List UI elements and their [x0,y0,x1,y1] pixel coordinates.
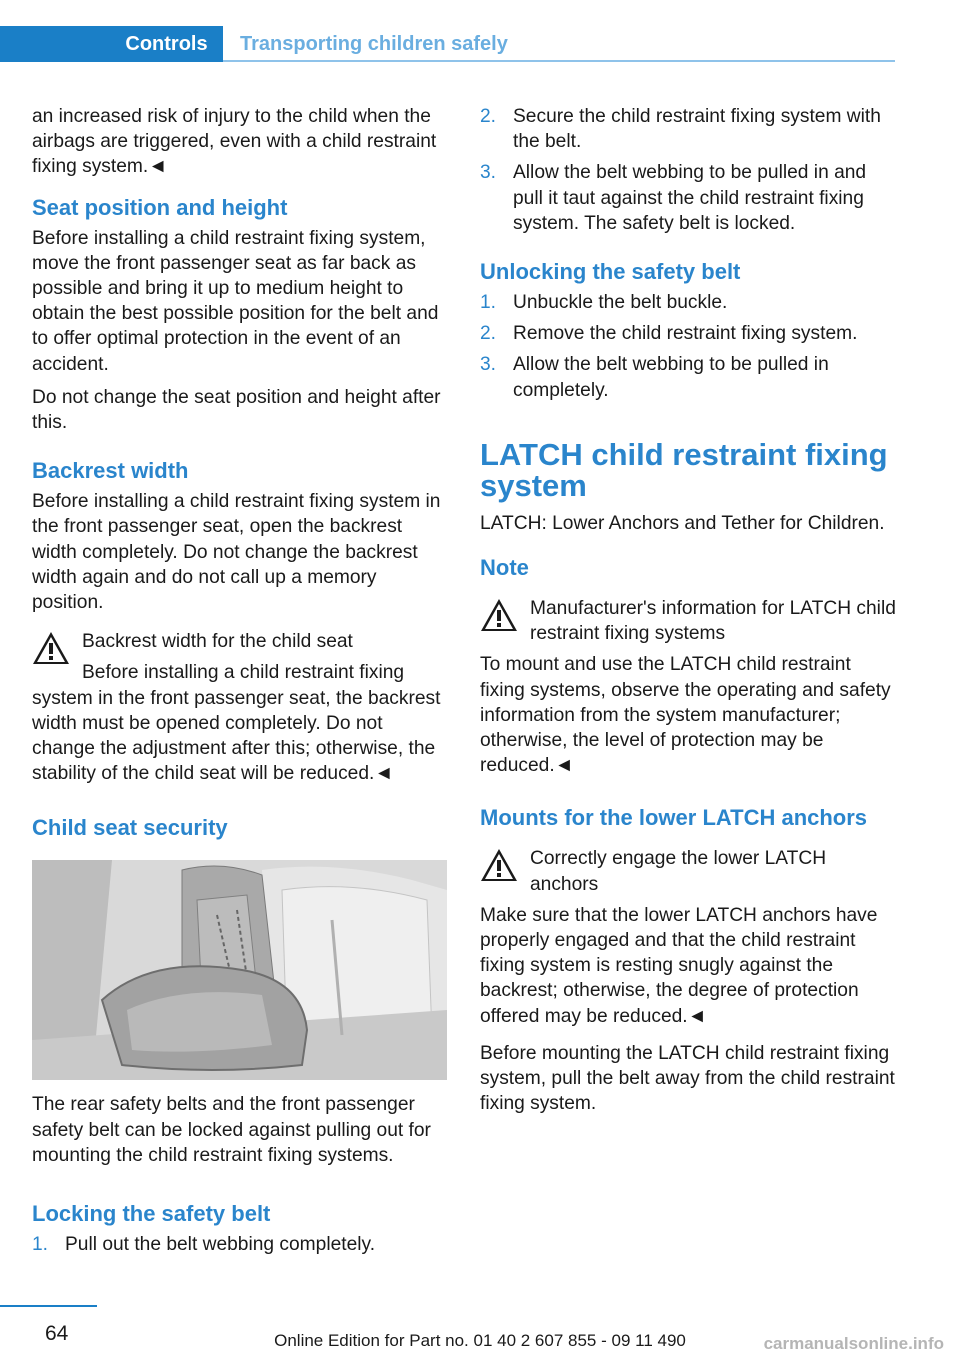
warning-title: Correctly engage the lower LATCH anchors [530,848,827,895]
step-text: Allow the belt webbing to be pulled in and pull it taut against the child restraint fixing system. The safety belt is locked. [513,162,867,234]
latch-paragraph: LATCH: Lower Anchors and Tether for Children. [480,512,885,534]
step-text: Allow the belt webbing to be pulled in completely. [513,354,829,401]
unlock-step-2 [480,321,898,346]
note-warning [480,596,898,778]
warning-title: Backrest width for the child seat [82,631,353,653]
step-number: 3. [480,162,497,184]
header-tab[interactable]: Controls [110,26,223,62]
warning-body: To mount and use the LATCH child restraint fixing systems, observe the operating and safety information from the system manufacturer; otherwise, the level of protection may be reduced.◄ [480,654,891,777]
security-paragraph: The rear safety belts and the front passenger safety belt can be locked against pulling out for mounting the child restraint fixing systems. [32,1094,431,1166]
backrest-warning [32,629,450,786]
unlock-steps [480,290,898,403]
latch-heading: LATCH child restraint fixing system [480,436,888,503]
warning-icon [480,848,518,882]
locking-steps-right [480,104,898,236]
warning-icon [32,631,70,665]
header-rule [223,60,895,62]
header-section-title[interactable]: Transporting children safely [240,33,508,55]
warning-body: Before installing a child restraint fixing system in the front passenger seat, the backrest width must be opened completely. Do not change the adjustment after this; otherwise, the stability of the child seat will be reduced.◄ [32,662,441,785]
left-column [32,104,450,1265]
step-text: Secure the child restraint fixing system with the belt. [513,106,881,153]
watermark: carmanualsonline.info [763,1334,944,1353]
seat-heading: Seat position and height [32,194,288,220]
locking-step-2 [480,104,898,154]
unlock-heading: Unlocking the safety belt [480,259,741,285]
warning-icon [480,598,518,632]
security-heading: Child seat security [32,815,228,841]
child-seat-illustration [32,860,447,1080]
intro-paragraph: an increased risk of injury to the child when the airbags are triggered, even with a child restraint fixing system.◄ [32,106,437,178]
footer-rule [0,1305,97,1307]
backrest-heading: Backrest width [32,458,189,484]
step-number: 1. [32,1234,49,1256]
backrest-paragraph: Before installing a child restraint fixing system in the front passenger seat, open the backrest width completely. Do not change the backrest width again and do not call up a memory position. [32,491,441,614]
step-number: 3. [480,354,497,376]
unlock-step-3 [480,352,898,402]
step-number: 2. [480,106,497,127]
note-heading: Note [480,555,529,581]
step-text: Remove the child restraint fixing system. [513,323,858,345]
step-text: Unbuckle the belt buckle. [513,292,728,314]
step-number: 2. [480,323,497,345]
edition-line: Online Edition for Part no. 01 40 2 607 855 - 09 11 490 [274,1331,686,1350]
locking-step-3 [480,160,898,236]
locking-step-1 [32,1232,450,1257]
mounts-heading: Mounts for the lower LATCH anchors [480,805,868,831]
page-number: 64 [45,1322,69,1345]
mounts-warning [480,846,898,1028]
locking-heading: Locking the safety belt [32,1201,271,1227]
warning-body: Make sure that the lower LATCH anchors have properly engaged and that the child restraint fixing system is resting snugly against the backrest; otherwise, the degree of protection offered may be reduced.◄ [480,904,878,1027]
step-number: 1. [480,292,497,314]
header-bar [0,26,110,62]
unlock-step-1 [480,290,898,315]
seat-paragraph-1: Before installing a child restraint fixing system, move the front passenger seat as far back as possible and bring it up to medium height to obtain the best possible position for the belt and to offer optimal protection in the event of an accident. [32,227,439,375]
step-text: Pull out the belt webbing completely. [65,1234,376,1256]
right-column [480,104,898,1124]
seat-paragraph-2: Do not change the seat position and height after this. [32,386,441,434]
warning-title: Manufacturer's information for LATCH child restraint fixing systems [530,598,896,645]
mounts-paragraph: Before mounting the LATCH child restraint fixing system, pull the belt away from the child restraint fixing system. [480,1042,895,1115]
locking-steps-left [32,1232,450,1257]
page-header [0,26,960,62]
